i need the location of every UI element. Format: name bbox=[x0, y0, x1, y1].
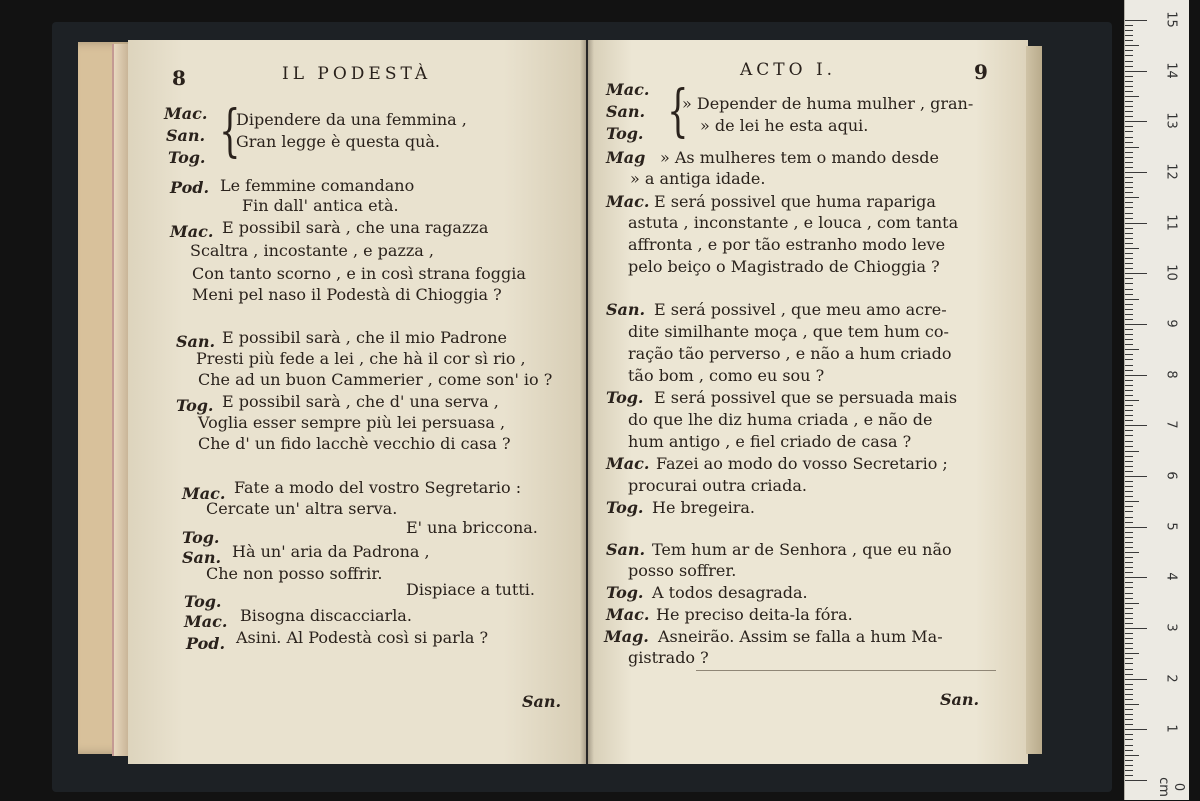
prose-line: affronta , e por tão estranho modo leve bbox=[628, 235, 946, 254]
verse-line: Scaltra , incostante , e pazza , bbox=[190, 241, 435, 260]
verse-line: Hà un' aria da Padrona , bbox=[232, 542, 430, 561]
ruler-tick bbox=[1125, 481, 1133, 482]
ruler-tick bbox=[1125, 339, 1133, 340]
ruler-tick bbox=[1125, 663, 1133, 664]
ruler-tick bbox=[1125, 385, 1133, 386]
ruler-tick bbox=[1125, 420, 1133, 421]
prose-line: E será possivel que huma rapariga bbox=[654, 192, 936, 211]
ruler-tick bbox=[1125, 446, 1133, 447]
ruler-tick bbox=[1125, 223, 1147, 224]
verse-line: Meni pel naso il Podestà di Chioggia ? bbox=[192, 285, 502, 304]
page-edges-right bbox=[1026, 46, 1042, 754]
footer-rule bbox=[696, 670, 996, 671]
ruler-tick bbox=[1125, 537, 1133, 538]
ruler-label: 15 bbox=[1163, 11, 1179, 28]
verse-line: E' una briccona. bbox=[406, 518, 538, 537]
ruler-label: 2 bbox=[1163, 674, 1179, 683]
left-brace: { bbox=[219, 99, 241, 164]
ruler-label: 1 bbox=[1163, 724, 1179, 733]
speaker-label: Mac. bbox=[606, 454, 650, 473]
ruler-tick bbox=[1125, 96, 1139, 97]
ruler-tick bbox=[1125, 147, 1139, 148]
ruler-tick bbox=[1125, 213, 1133, 214]
ruler-tick bbox=[1125, 486, 1133, 487]
ruler-tick bbox=[1125, 20, 1147, 21]
ruler-tick bbox=[1125, 714, 1133, 715]
ruler-tick bbox=[1125, 167, 1133, 168]
verse-line: Dispiace a tutti. bbox=[406, 580, 535, 599]
ruler-tick bbox=[1125, 233, 1133, 234]
ruler-label: 13 bbox=[1163, 112, 1179, 130]
ruler-tick bbox=[1125, 435, 1133, 436]
ruler-tick bbox=[1125, 207, 1133, 208]
ruler-tick bbox=[1125, 679, 1147, 680]
ruler-tick bbox=[1125, 344, 1133, 345]
ruler-tick bbox=[1125, 704, 1139, 705]
ruler-tick bbox=[1125, 699, 1133, 700]
ruler-tick bbox=[1125, 719, 1133, 720]
prose-line: pelo beiço o Magistrado de Chioggia ? bbox=[628, 257, 940, 276]
ruler-tick bbox=[1125, 755, 1139, 756]
ruler-tick bbox=[1125, 689, 1133, 690]
verse-line: E possibil sarà , che una ragazza bbox=[222, 218, 489, 237]
ruler-tick bbox=[1125, 218, 1133, 219]
ruler-tick bbox=[1125, 760, 1133, 761]
prose-line: Asneirão. Assim se falla a hum Ma- bbox=[658, 627, 943, 646]
ruler-tick bbox=[1125, 441, 1133, 442]
ruler-tick bbox=[1125, 55, 1133, 56]
verse-line: Gran legge è questa quà. bbox=[236, 132, 440, 151]
ruler-tick bbox=[1125, 258, 1133, 259]
speaker-label: Tog. bbox=[606, 583, 644, 602]
speaker-label: Tog. bbox=[182, 528, 220, 547]
ruler-label: 4 bbox=[1163, 572, 1179, 581]
speaker-label: Mag. bbox=[604, 627, 649, 646]
left-running-head: IL PODESTÀ bbox=[282, 64, 432, 84]
prose-line: » As mulheres tem o mando desde bbox=[660, 148, 939, 167]
ruler-tick bbox=[1125, 633, 1133, 634]
ruler-tick bbox=[1125, 76, 1133, 77]
verse-line: Le femmine comandano bbox=[220, 176, 415, 195]
ruler-tick bbox=[1125, 653, 1139, 654]
ruler-tick bbox=[1125, 415, 1133, 416]
verse-line: Cercate un' altra serva. bbox=[206, 499, 398, 518]
right-page-number: 9 bbox=[974, 60, 988, 84]
ruler-tick bbox=[1125, 375, 1147, 376]
right-running-head: ACTO I. bbox=[740, 60, 837, 80]
ruler-tick bbox=[1125, 238, 1133, 239]
speaker-label: San. bbox=[606, 300, 646, 319]
ruler-tick bbox=[1125, 299, 1139, 300]
ruler-tick bbox=[1125, 268, 1133, 269]
ruler-label: 11 bbox=[1163, 213, 1179, 231]
ruler-tick bbox=[1125, 674, 1133, 675]
speaker-label: San. bbox=[176, 332, 216, 351]
prose-line: posso soffrer. bbox=[628, 561, 737, 580]
ruler-tick bbox=[1125, 263, 1133, 264]
ruler-tick bbox=[1125, 329, 1133, 330]
prose-line: Tem hum ar de Senhora , que eu não bbox=[652, 540, 952, 559]
ruler-tick bbox=[1125, 456, 1133, 457]
ruler-tick bbox=[1125, 517, 1133, 518]
prose-line: ração tão perverso , e não a hum criado bbox=[628, 344, 952, 363]
ruler-tick bbox=[1125, 527, 1147, 528]
speaker-label: Mac. bbox=[184, 612, 228, 631]
ruler-tick bbox=[1125, 334, 1133, 335]
prose-line: gistrado ? bbox=[628, 648, 709, 667]
ruler-tick bbox=[1125, 587, 1133, 588]
ruler-tick bbox=[1125, 294, 1133, 295]
ruler-tick bbox=[1125, 745, 1133, 746]
ruler-tick bbox=[1125, 542, 1133, 543]
ruler-tick bbox=[1125, 187, 1133, 188]
ruler-tick bbox=[1125, 349, 1139, 350]
speaker-label: Mac. bbox=[182, 484, 226, 503]
speaker-label: Mac. bbox=[164, 104, 208, 123]
ruler-tick bbox=[1125, 157, 1133, 158]
speaker-label: Tog. bbox=[184, 592, 222, 611]
ruler-tick bbox=[1125, 501, 1139, 502]
prose-line: procurai outra criada. bbox=[628, 476, 807, 495]
prose-line: » a antiga idade. bbox=[630, 169, 766, 188]
prose-line: hum antigo , e fiel criado de casa ? bbox=[628, 432, 912, 451]
ruler-tick bbox=[1125, 91, 1133, 92]
right-brace: { bbox=[667, 79, 689, 144]
ruler-tick bbox=[1125, 658, 1133, 659]
ruler-tick bbox=[1125, 177, 1133, 178]
prose-line: astuta , inconstante , e louca , com tanta bbox=[628, 213, 959, 232]
ruler-tick bbox=[1125, 395, 1133, 396]
ruler-tick bbox=[1125, 496, 1133, 497]
catchword: San. bbox=[940, 690, 980, 709]
speaker-label: San. bbox=[166, 126, 206, 145]
prose-line: E será possivel que se persuada mais bbox=[654, 388, 958, 407]
ruler-tick bbox=[1125, 370, 1133, 371]
ruler-tick bbox=[1125, 126, 1133, 127]
speaker-label: Mag bbox=[606, 148, 646, 167]
ruler-tick bbox=[1125, 572, 1133, 573]
ruler-label: 9 bbox=[1163, 319, 1179, 328]
ruler-tick bbox=[1125, 466, 1133, 467]
ruler-tick bbox=[1125, 476, 1147, 477]
ruler-tick bbox=[1125, 729, 1147, 730]
ruler-tick bbox=[1125, 182, 1133, 183]
ruler-tick bbox=[1125, 359, 1133, 360]
verse-line: Che ad un buon Cammerier , come son' io ? bbox=[198, 370, 553, 389]
ruler-tick bbox=[1125, 618, 1133, 619]
ruler-tick bbox=[1125, 111, 1133, 112]
ruler-tick bbox=[1125, 390, 1133, 391]
ruler-tick bbox=[1125, 709, 1133, 710]
ruler-tick bbox=[1125, 400, 1139, 401]
ruler-tick bbox=[1125, 461, 1133, 462]
ruler-tick bbox=[1125, 603, 1139, 604]
ruler-tick bbox=[1125, 71, 1147, 72]
ruler-tick bbox=[1125, 243, 1133, 244]
verse-line: Che d' un fido lacchè vecchio di casa ? bbox=[198, 434, 511, 453]
ruler-tick bbox=[1125, 121, 1147, 122]
ruler-tick bbox=[1125, 202, 1133, 203]
ruler-label: 0 cm bbox=[1156, 777, 1186, 797]
ruler-tick bbox=[1125, 319, 1133, 320]
ruler-tick bbox=[1125, 273, 1147, 274]
ruler-tick bbox=[1125, 648, 1133, 649]
ruler-tick bbox=[1125, 228, 1133, 229]
verse-line: Presti più fede a lei , che hà il cor sì rio , bbox=[196, 349, 526, 368]
ruler-tick bbox=[1125, 324, 1147, 325]
ruler-tick bbox=[1125, 35, 1133, 36]
ruler-tick bbox=[1125, 547, 1133, 548]
ruler-tick bbox=[1125, 522, 1133, 523]
ruler-tick bbox=[1125, 582, 1133, 583]
ruler-tick bbox=[1125, 365, 1133, 366]
ruler-tick bbox=[1125, 116, 1133, 117]
ruler-tick bbox=[1125, 451, 1139, 452]
speaker-label: San. bbox=[606, 540, 646, 559]
speaker-label: Tog. bbox=[606, 388, 644, 407]
speaker-label: Tog. bbox=[168, 148, 206, 167]
verse-line: E possibil sarà , che il mio Padrone bbox=[222, 328, 507, 347]
speaker-label: Mac. bbox=[606, 80, 650, 99]
prose-line: » de lei he esta aqui. bbox=[700, 116, 869, 135]
ruler-tick bbox=[1125, 172, 1147, 173]
ruler-tick bbox=[1125, 152, 1133, 153]
ruler-tick bbox=[1125, 354, 1133, 355]
ruler-tick bbox=[1125, 304, 1133, 305]
ruler-tick bbox=[1125, 248, 1139, 249]
ruler-label: 7 bbox=[1163, 420, 1179, 429]
ruler-tick bbox=[1125, 567, 1133, 568]
prose-line: He preciso deita-la fóra. bbox=[656, 605, 853, 624]
speaker-label: Tog. bbox=[606, 498, 644, 517]
ruler-tick bbox=[1125, 81, 1133, 82]
ruler-tick bbox=[1125, 511, 1133, 512]
book-gutter bbox=[580, 40, 594, 764]
ruler-tick bbox=[1125, 471, 1133, 472]
ruler-label: 12 bbox=[1163, 163, 1179, 180]
measuring-ruler bbox=[1124, 0, 1189, 800]
ruler-tick bbox=[1125, 40, 1133, 41]
ruler-tick bbox=[1125, 86, 1133, 87]
ruler-tick bbox=[1125, 684, 1133, 685]
ruler-tick bbox=[1125, 724, 1133, 725]
ruler-tick bbox=[1125, 106, 1133, 107]
speaker-label: Mac. bbox=[606, 192, 650, 211]
ruler-tick bbox=[1125, 770, 1133, 771]
ruler-tick bbox=[1125, 613, 1133, 614]
ruler-tick bbox=[1125, 283, 1133, 284]
speaker-label: Pod. bbox=[170, 178, 210, 197]
verse-line: Asini. Al Podestà così si parla ? bbox=[236, 628, 489, 647]
catchword: San. bbox=[522, 692, 562, 711]
ruler-tick bbox=[1125, 30, 1133, 31]
ruler-tick bbox=[1125, 253, 1133, 254]
ruler-tick bbox=[1125, 765, 1133, 766]
verse-line: Con tanto scorno , e in così strana foggia bbox=[192, 264, 526, 283]
speaker-label: San. bbox=[606, 102, 646, 121]
ruler-tick bbox=[1125, 192, 1133, 193]
ruler-tick bbox=[1125, 425, 1147, 426]
ruler-tick bbox=[1125, 780, 1147, 781]
ruler-tick bbox=[1125, 552, 1139, 553]
ruler-tick bbox=[1125, 162, 1133, 163]
prose-line: E será possivel , que meu amo acre- bbox=[654, 300, 947, 319]
ruler-tick bbox=[1125, 532, 1133, 533]
ruler-label: 6 bbox=[1163, 471, 1179, 480]
ruler-tick bbox=[1125, 694, 1133, 695]
ruler-tick bbox=[1125, 142, 1133, 143]
verse-line: Dipendere da una femmina , bbox=[236, 110, 467, 129]
ruler-tick bbox=[1125, 66, 1133, 67]
ruler-label: 3 bbox=[1163, 623, 1179, 632]
ruler-tick bbox=[1125, 197, 1139, 198]
prose-line: » Depender de huma mulher , gran- bbox=[682, 94, 974, 113]
ruler-tick bbox=[1125, 278, 1133, 279]
speaker-label: Mac. bbox=[606, 605, 650, 624]
ruler-tick bbox=[1125, 314, 1133, 315]
ruler-tick bbox=[1125, 608, 1133, 609]
prose-line: He bregeira. bbox=[652, 498, 755, 517]
ruler-tick bbox=[1125, 593, 1133, 594]
ruler-tick bbox=[1125, 638, 1133, 639]
speaker-label: San. bbox=[182, 548, 222, 567]
ruler-label: 10 bbox=[1163, 264, 1179, 282]
speaker-label: Mac. bbox=[170, 222, 214, 241]
ruler-tick bbox=[1125, 598, 1133, 599]
ruler-tick bbox=[1125, 410, 1133, 411]
ruler-tick bbox=[1125, 775, 1133, 776]
ruler-tick bbox=[1125, 380, 1133, 381]
verse-line: Voglia esser sempre più lei persuasa , bbox=[198, 413, 506, 432]
ruler-tick bbox=[1125, 623, 1133, 624]
ruler-tick bbox=[1125, 562, 1133, 563]
ruler-tick bbox=[1125, 61, 1133, 62]
ruler-tick bbox=[1125, 45, 1139, 46]
ruler-label: 5 bbox=[1163, 522, 1179, 531]
ruler-tick bbox=[1125, 309, 1133, 310]
ruler-tick bbox=[1125, 734, 1133, 735]
ruler-tick bbox=[1125, 101, 1133, 102]
verse-line: Fate a modo del vostro Segretario : bbox=[234, 478, 522, 497]
ruler-tick bbox=[1125, 577, 1147, 578]
ruler-tick bbox=[1125, 750, 1133, 751]
ruler-tick bbox=[1125, 491, 1133, 492]
ruler-tick bbox=[1125, 430, 1133, 431]
ruler-tick bbox=[1125, 739, 1133, 740]
speaker-label: Tog. bbox=[606, 124, 644, 143]
ruler-tick bbox=[1125, 669, 1133, 670]
ruler-tick bbox=[1125, 557, 1133, 558]
left-page-number: 8 bbox=[172, 66, 186, 90]
ruler-tick bbox=[1125, 506, 1133, 507]
ruler-tick bbox=[1125, 628, 1147, 629]
verse-line: E possibil sarà , che d' una serva , bbox=[222, 392, 499, 411]
prose-line: A todos desagrada. bbox=[652, 583, 808, 602]
verse-line: Che non posso soffrir. bbox=[206, 564, 383, 583]
ruler-label: 14 bbox=[1163, 61, 1179, 79]
speaker-label: Pod. bbox=[186, 634, 226, 653]
prose-line: dite similhante moça , que tem hum co- bbox=[628, 322, 949, 341]
ruler-tick bbox=[1125, 25, 1133, 26]
prose-line: do que lhe diz huma criada , e não de bbox=[628, 410, 933, 429]
verse-line: Fin dall' antica età. bbox=[242, 196, 399, 215]
prose-line: Fazei ao modo do vosso Secretario ; bbox=[656, 454, 948, 473]
ruler-tick bbox=[1125, 137, 1133, 138]
ruler-tick bbox=[1125, 289, 1133, 290]
ruler-tick bbox=[1125, 405, 1133, 406]
prose-line: tão bom , como eu sou ? bbox=[628, 366, 825, 385]
ruler-tick bbox=[1125, 643, 1133, 644]
verse-line: Bisogna discacciarla. bbox=[240, 606, 412, 625]
ruler-label: 8 bbox=[1163, 370, 1179, 379]
ruler-tick bbox=[1125, 50, 1133, 51]
speaker-label: Tog. bbox=[176, 396, 214, 415]
ruler-tick bbox=[1125, 131, 1133, 132]
